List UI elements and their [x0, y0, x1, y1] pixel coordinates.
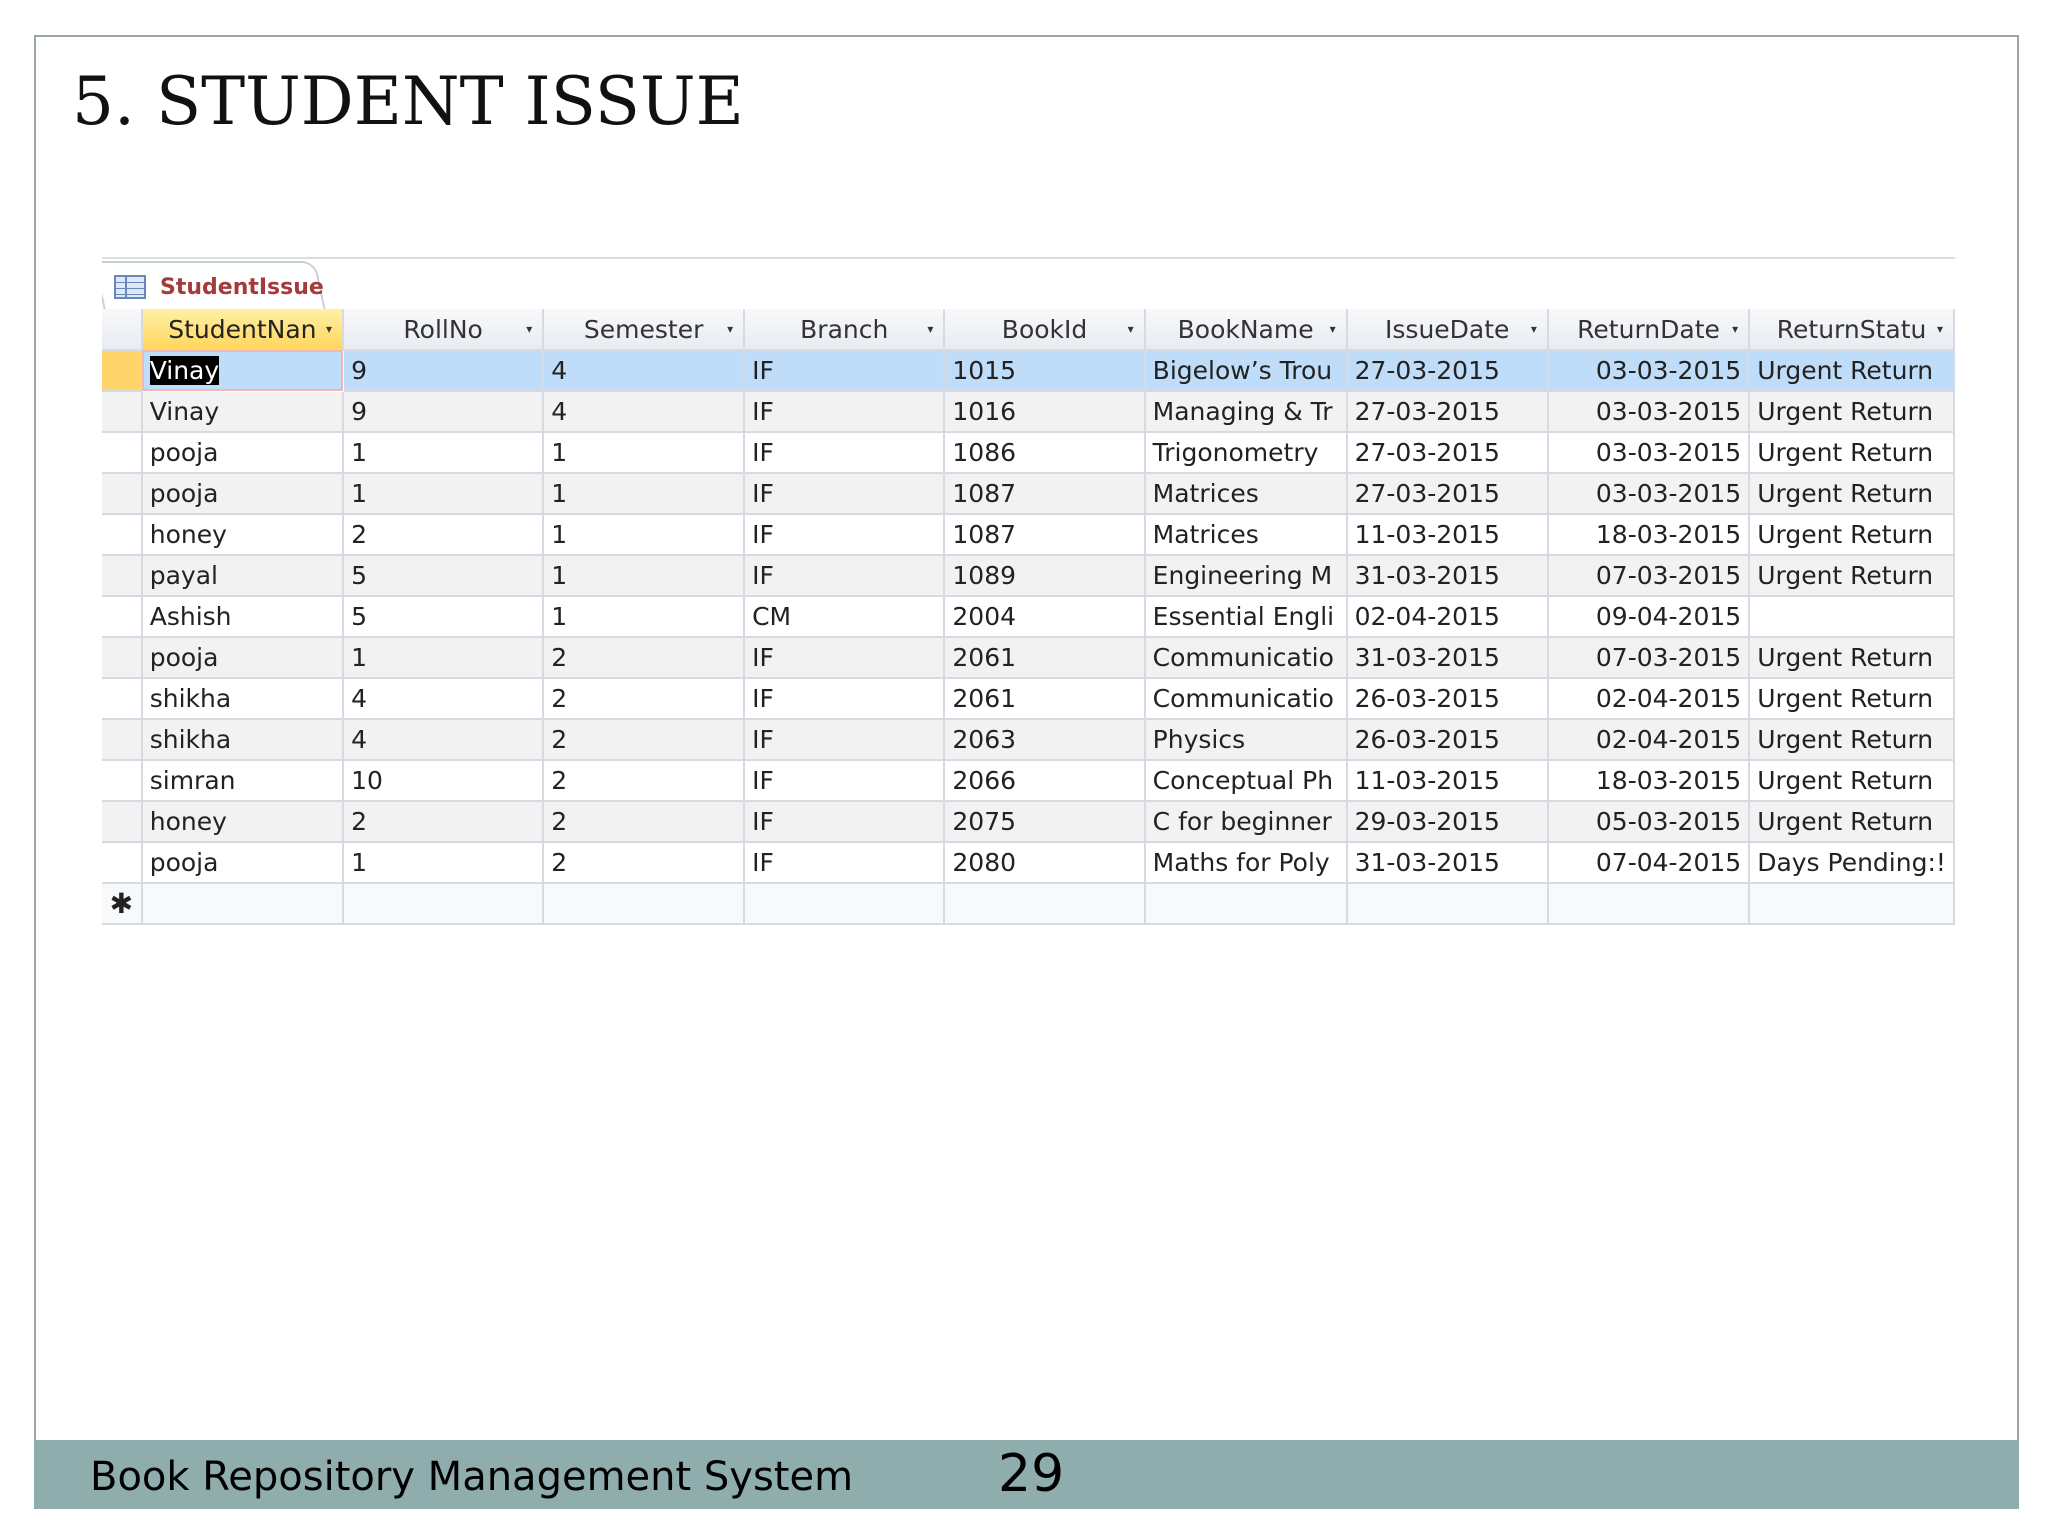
datasheet-cell[interactable]: 9 [343, 391, 543, 432]
datasheet-cell[interactable]: 03-03-2015 [1548, 432, 1749, 473]
datasheet-cell[interactable]: Essential Engli [1145, 596, 1347, 637]
datasheet-cell[interactable]: 2 [343, 801, 543, 842]
datasheet-cell[interactable]: 2063 [944, 719, 1144, 760]
row-selector[interactable] [102, 801, 142, 842]
datasheet-cell[interactable]: honey [142, 514, 343, 555]
table-row[interactable] [102, 350, 1954, 391]
datasheet-cell[interactable]: 2 [543, 760, 744, 801]
datasheet-cell[interactable]: pooja [142, 637, 343, 678]
column-header-label: BookId [1001, 314, 1088, 344]
tab-label: StudentIssue [160, 274, 324, 300]
datasheet-cell[interactable]: 02-04-2015 [1347, 596, 1548, 637]
column-header-label: ReturnStatu [1776, 314, 1927, 344]
datasheet-cell[interactable]: 1087 [944, 473, 1144, 514]
datasheet-cell[interactable]: Urgent Return [1749, 391, 1954, 432]
empty-cell[interactable] [1145, 883, 1347, 924]
empty-cell[interactable] [1548, 883, 1749, 924]
datasheet-cell[interactable]: Urgent Return [1749, 350, 1954, 391]
column-header-label: Branch [800, 314, 889, 344]
datasheet-cell[interactable]: Ashish [142, 596, 343, 637]
datasheet-cell[interactable]: IF [744, 719, 944, 760]
row-selector[interactable] [102, 842, 142, 883]
datasheet-cell[interactable]: 1 [343, 432, 543, 473]
datasheet-cell[interactable]: IF [744, 555, 944, 596]
table-row[interactable] [102, 678, 1954, 719]
table-row[interactable] [102, 801, 1954, 842]
new-record-icon[interactable]: ✱ [102, 883, 142, 924]
datasheet-cell[interactable]: 1089 [944, 555, 1144, 596]
datasheet-cell[interactable]: 05-03-2015 [1548, 801, 1749, 842]
datasheet-cell[interactable]: 02-04-2015 [1548, 678, 1749, 719]
datasheet-cell[interactable]: pooja [142, 842, 343, 883]
table-row[interactable] [102, 432, 1954, 473]
datasheet-cell[interactable]: 2066 [944, 760, 1144, 801]
row-selector[interactable] [102, 514, 142, 555]
table-row[interactable] [102, 719, 1954, 760]
datasheet-body [102, 350, 1954, 924]
datasheet-cell[interactable]: Urgent Return [1749, 719, 1954, 760]
table-row[interactable] [102, 637, 1954, 678]
datasheet-cell[interactable]: 1 [543, 596, 744, 637]
datasheet-cell[interactable]: pooja [142, 473, 343, 514]
datasheet-cell[interactable]: 11-03-2015 [1347, 760, 1548, 801]
datasheet-cell[interactable]: 1087 [944, 514, 1144, 555]
datasheet-cell[interactable]: Urgent Return [1749, 678, 1954, 719]
column-header-label: BookName [1177, 314, 1314, 344]
datasheet-cell[interactable]: 03-03-2015 [1548, 350, 1749, 391]
datasheet-cell[interactable]: 1016 [944, 391, 1144, 432]
tab-content [114, 269, 324, 305]
datasheet-cell[interactable]: 03-03-2015 [1548, 391, 1749, 432]
row-selector[interactable] [102, 678, 142, 719]
dropdown-arrow-icon[interactable]: ▾ [326, 322, 333, 336]
datasheet-cell[interactable]: 4 [543, 350, 744, 391]
datasheet-cell[interactable]: Urgent Return [1749, 432, 1954, 473]
dropdown-arrow-icon[interactable]: ▾ [1936, 322, 1943, 336]
datasheet-cell[interactable]: IF [744, 473, 944, 514]
datasheet-cell[interactable]: 27-03-2015 [1347, 391, 1548, 432]
table-row[interactable] [102, 391, 1954, 432]
column-header-studentname[interactable] [142, 309, 343, 350]
column-header-bookname[interactable] [1145, 309, 1347, 350]
datasheet-cell[interactable]: 2075 [944, 801, 1144, 842]
datasheet-cell[interactable]: 5 [343, 555, 543, 596]
datasheet-cell[interactable]: IF [744, 842, 944, 883]
datasheet-cell[interactable]: IF [744, 801, 944, 842]
column-header-label: RollNo [403, 314, 483, 344]
datasheet-cell[interactable]: 1 [343, 842, 543, 883]
empty-cell[interactable] [944, 883, 1144, 924]
header-row [102, 309, 1954, 350]
row-selector[interactable] [102, 637, 142, 678]
datasheet-cell[interactable]: 2 [343, 514, 543, 555]
empty-cell[interactable] [343, 883, 543, 924]
datasheet-cell[interactable]: 09-04-2015 [1548, 596, 1749, 637]
dropdown-arrow-icon[interactable]: ▾ [1127, 322, 1134, 336]
datasheet-cell[interactable]: 1 [343, 473, 543, 514]
row-selector[interactable] [102, 432, 142, 473]
datasheet-cell[interactable]: 03-03-2015 [1548, 473, 1749, 514]
datasheet-cell[interactable]: Urgent Return [1749, 514, 1954, 555]
datasheet-cell[interactable]: 2 [543, 719, 744, 760]
table-row[interactable] [102, 842, 1954, 883]
datasheet-cell[interactable]: Bigelow’s Trou [1145, 350, 1347, 391]
datasheet-cell[interactable]: 2 [543, 637, 744, 678]
datasheet-cell[interactable]: 2004 [944, 596, 1144, 637]
datasheet-cell[interactable]: 2 [543, 801, 744, 842]
datasheet-cell[interactable]: 2 [543, 678, 744, 719]
column-header-label: Semester [583, 314, 704, 344]
dropdown-arrow-icon[interactable]: ▾ [1329, 322, 1336, 336]
datasheet-cell[interactable]: 27-03-2015 [1347, 473, 1548, 514]
datasheet-cell[interactable]: Communicatio [1145, 637, 1347, 678]
datasheet-cell[interactable]: Engineering M [1145, 555, 1347, 596]
datasheet-cell[interactable]: Trigonometry [1145, 432, 1347, 473]
datasheet-cell[interactable]: Urgent Return [1749, 760, 1954, 801]
column-header-label: StudentNan [168, 314, 317, 344]
datasheet-window [102, 257, 1955, 957]
dropdown-arrow-icon[interactable]: ▾ [727, 322, 734, 336]
datasheet-cell[interactable]: 31-03-2015 [1347, 842, 1548, 883]
row-selector[interactable] [102, 760, 142, 801]
datasheet-cell[interactable]: 4 [343, 719, 543, 760]
datasheet-cell[interactable]: IF [744, 391, 944, 432]
datasheet-cell[interactable]: 4 [343, 678, 543, 719]
datasheet-cell[interactable]: Matrices [1145, 514, 1347, 555]
datasheet-cell[interactable]: Vinay [142, 391, 343, 432]
datasheet-cell[interactable]: IF [744, 678, 944, 719]
datasheet-cell[interactable]: 4 [543, 391, 744, 432]
datasheet-cell[interactable]: 31-03-2015 [1347, 555, 1548, 596]
column-header-returnstatus[interactable] [1749, 309, 1954, 350]
datasheet-cell[interactable]: 27-03-2015 [1347, 350, 1548, 391]
table-row[interactable] [102, 473, 1954, 514]
datasheet-cell[interactable]: 07-03-2015 [1548, 637, 1749, 678]
dropdown-arrow-icon[interactable]: ▾ [1732, 322, 1739, 336]
student-issue-datasheet [102, 309, 1955, 925]
datasheet-cell[interactable]: IF [744, 514, 944, 555]
datasheet-cell[interactable]: Managing & Tr [1145, 391, 1347, 432]
datasheet-cell[interactable]: Conceptual Ph [1145, 760, 1347, 801]
datasheet-cell[interactable]: 1015 [944, 350, 1144, 391]
datasheet-cell[interactable]: 07-03-2015 [1548, 555, 1749, 596]
table-row[interactable] [102, 760, 1954, 801]
row-selector[interactable] [102, 473, 142, 514]
datasheet-cell[interactable]: 2 [543, 842, 744, 883]
empty-cell[interactable] [543, 883, 744, 924]
datasheet-cell[interactable]: 07-04-2015 [1548, 842, 1749, 883]
column-header-returndate[interactable] [1548, 309, 1749, 350]
datasheet-cell[interactable]: IF [744, 637, 944, 678]
column-header-semester[interactable] [543, 309, 744, 350]
datasheet-cell[interactable]: simran [142, 760, 343, 801]
row-selector[interactable] [102, 350, 142, 391]
datasheet-cell[interactable]: 29-03-2015 [1347, 801, 1548, 842]
datasheet-cell[interactable]: 02-04-2015 [1548, 719, 1749, 760]
dropdown-arrow-icon[interactable]: ▾ [1530, 322, 1537, 336]
datasheet-cell[interactable]: payal [142, 555, 343, 596]
datasheet-cell[interactable]: 5 [343, 596, 543, 637]
empty-cell[interactable] [1749, 883, 1954, 924]
object-tab-strip [102, 257, 1955, 309]
datasheet-cell[interactable]: 2061 [944, 637, 1144, 678]
datasheet-cell[interactable]: Matrices [1145, 473, 1347, 514]
datasheet-cell[interactable]: 11-03-2015 [1347, 514, 1548, 555]
column-header-issuedate[interactable] [1347, 309, 1548, 350]
datasheet-cell[interactable]: shikha [142, 719, 343, 760]
datasheet-cell[interactable] [1749, 596, 1954, 637]
row-selector[interactable] [102, 391, 142, 432]
datasheet-cell[interactable]: 1 [543, 555, 744, 596]
datasheet-cell[interactable]: Urgent Return [1749, 801, 1954, 842]
dropdown-arrow-icon[interactable]: ▾ [927, 322, 934, 336]
datasheet-cell[interactable]: 1086 [944, 432, 1144, 473]
selected-text: Vinay [149, 356, 220, 385]
table-row[interactable] [102, 514, 1954, 555]
page-number: 29 [998, 1444, 1065, 1504]
datasheet-cell[interactable]: Days Pending:! [1749, 842, 1954, 883]
datasheet-cell[interactable]: 2061 [944, 678, 1144, 719]
datasheet-cell[interactable]: Physics [1145, 719, 1347, 760]
datasheet-cell[interactable]: pooja [142, 432, 343, 473]
datasheet-cell[interactable]: IF [744, 432, 944, 473]
column-header-label: ReturnDate [1577, 314, 1720, 344]
datasheet-cell[interactable] [142, 350, 343, 391]
column-header-rollno[interactable] [343, 309, 543, 350]
footer-title: Book Repository Management System [90, 1454, 854, 1500]
empty-cell[interactable] [1347, 883, 1548, 924]
datasheet-cell[interactable]: 1 [543, 432, 744, 473]
slide-title: 5. STUDENT ISSUE [72, 63, 744, 140]
column-header-bookid[interactable] [944, 309, 1144, 350]
datasheet-cell[interactable]: 31-03-2015 [1347, 637, 1548, 678]
datasheet-cell[interactable]: IF [744, 350, 944, 391]
datasheet-cell[interactable]: Maths for Poly [1145, 842, 1347, 883]
datasheet-cell[interactable]: 1 [543, 514, 744, 555]
datasheet-cell[interactable]: 26-03-2015 [1347, 719, 1548, 760]
datasheet-cell[interactable]: 27-03-2015 [1347, 432, 1548, 473]
row-selector[interactable] [102, 555, 142, 596]
table-icon [114, 275, 146, 299]
column-header-label: IssueDate [1385, 314, 1510, 344]
datasheet-cell[interactable]: CM [744, 596, 944, 637]
datasheet-cell[interactable]: honey [142, 801, 343, 842]
datasheet-cell[interactable]: 26-03-2015 [1347, 678, 1548, 719]
datasheet-cell[interactable]: 1 [343, 637, 543, 678]
datasheet-cell[interactable]: IF [744, 760, 944, 801]
datasheet-cell[interactable]: Communicatio [1145, 678, 1347, 719]
datasheet-cell[interactable]: 10 [343, 760, 543, 801]
datasheet-cell[interactable]: 1 [543, 473, 744, 514]
row-selector[interactable] [102, 596, 142, 637]
datasheet-cell[interactable]: C for beginner [1145, 801, 1347, 842]
column-header-branch[interactable] [744, 309, 944, 350]
new-record-row[interactable] [102, 883, 1954, 924]
datasheet-cell[interactable]: 18-03-2015 [1548, 760, 1749, 801]
empty-cell[interactable] [744, 883, 944, 924]
datasheet-cell[interactable]: 9 [343, 350, 543, 391]
row-selector[interactable] [102, 719, 142, 760]
datasheet-cell[interactable]: Urgent Return [1749, 555, 1954, 596]
empty-cell[interactable] [142, 883, 343, 924]
datasheet-cell[interactable]: Urgent Return [1749, 473, 1954, 514]
datasheet-cell[interactable]: 2080 [944, 842, 1144, 883]
select-all-corner[interactable] [102, 309, 142, 350]
datasheet-cell[interactable]: Urgent Return [1749, 637, 1954, 678]
table-row[interactable] [102, 596, 1954, 637]
dropdown-arrow-icon[interactable]: ▾ [526, 322, 533, 336]
datasheet-cell[interactable]: 18-03-2015 [1548, 514, 1749, 555]
datasheet-cell[interactable]: shikha [142, 678, 343, 719]
table-row[interactable] [102, 555, 1954, 596]
